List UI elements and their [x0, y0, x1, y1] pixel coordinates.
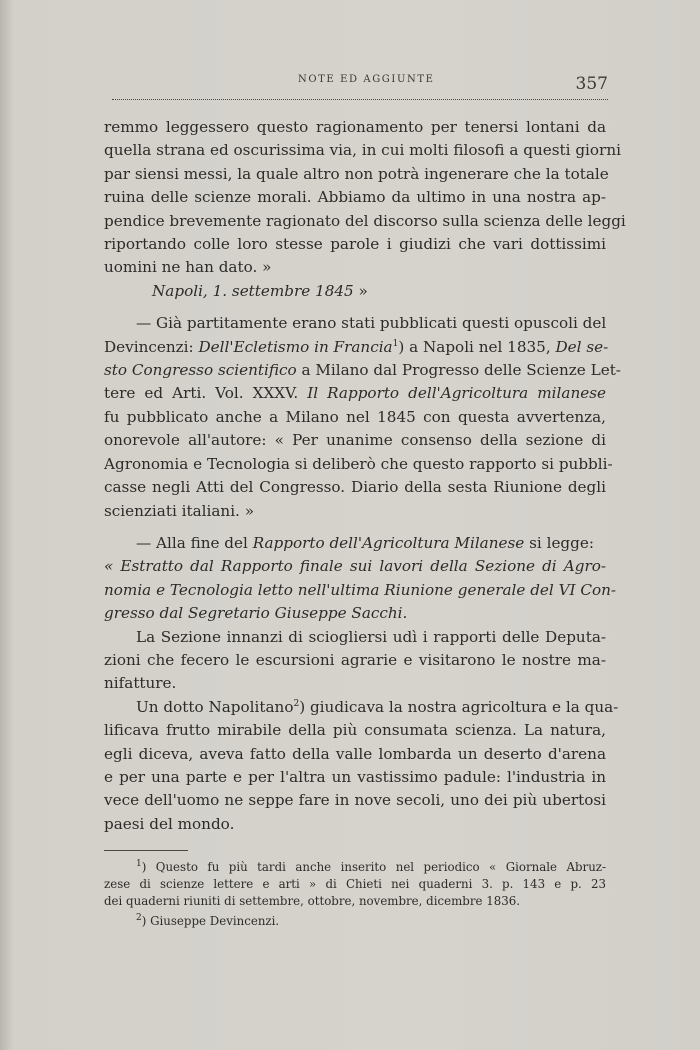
place-date: Napoli, 1. settembre 1845	[152, 281, 354, 300]
footnote-2	[104, 913, 606, 930]
text-line	[104, 359, 621, 382]
footnote-ref-1: 1	[392, 338, 399, 349]
text-run: Un dotto Napolitano	[136, 697, 294, 716]
text-run: ) Giuseppe Devincenzi.	[141, 914, 280, 929]
text-line: fu pubblicato anche a Milano nel 1845 con questa avvertenza,	[104, 407, 606, 426]
text-line	[104, 382, 606, 405]
text-line: egli diceva, aveva fatto della valle lombarda un deserto d'arena	[104, 744, 606, 763]
text-run: Devincenzi:	[104, 337, 199, 356]
title-congresso-cont: sto Congresso scientifico	[104, 361, 297, 380]
text-line	[104, 696, 619, 719]
text-line: riportando colle loro stesse parole i giudizi che vari dottissimi	[104, 235, 606, 254]
text-line: La Sezione innanzi di sciogliersi udì i rapporti delle Deputa-	[136, 627, 606, 646]
text-line: vece dell'uomo ne seppe fare in nove secoli, uno dei più ubertosi	[104, 791, 606, 810]
text-line	[104, 336, 609, 359]
text-line: — Già partitamente erano stati pubblicati questi opuscoli del	[136, 314, 607, 333]
title-rapporto-milanese: Rapporto dell'Agricoltura Milanese	[252, 533, 525, 552]
running-head: NOTE ED AGGIUNTE	[298, 74, 435, 85]
paragraph-opuscoli	[104, 312, 621, 523]
page-header	[112, 70, 608, 100]
paragraph-rapporto	[104, 532, 617, 626]
title-congresso: Del se-	[555, 337, 609, 356]
text-run: si legge:	[524, 533, 594, 552]
text-line: uomini ne han dato. »	[104, 258, 272, 277]
text-line: Agronomia e Tecnologia si deliberò che questo rapporto si pubbli-	[104, 454, 613, 473]
text-line: ruina delle scienze morali. Abbiamo da ultimo in una nostra ap-	[104, 188, 606, 207]
text-line: lificava frutto mirabile della più consumata scienza. La natura,	[104, 721, 606, 740]
text-run: tere ed Arti. Vol. XXXV.	[104, 384, 308, 403]
footnote-rule	[104, 850, 188, 851]
text-line: scienziati italiani. »	[104, 501, 254, 520]
paragraph-napolitano	[104, 696, 619, 836]
quote-line: gresso dal Segretario Giuseppe Sacchi.	[104, 604, 408, 623]
footnote-line: dei quaderni riuniti di settembre, ottobre, novembre, dicembre 1836.	[104, 894, 520, 909]
text-run: — Alla fine del	[136, 533, 253, 552]
text-run: ) a Napoli nel 1835,	[398, 337, 556, 356]
footnote-line: zese di scienze lettere e arti » di Chieti nei quaderni 3. p. 143 e p. 23	[104, 877, 606, 892]
text-line: pendice brevemente ragionato del discorso sulla scienza delle leggi	[104, 211, 626, 230]
text-run: ) giudicava la nostra agricoltura e la qua-	[299, 697, 619, 716]
text-line	[104, 532, 606, 555]
text-line: remmo leggessero questo ragionamento per tenersi lontani da	[104, 118, 606, 136]
text-line: zioni che fecero le escursioni agrarie e visitarono le nostre ma-	[104, 650, 606, 669]
text-line: paesi del mondo.	[104, 814, 235, 833]
header-rule	[112, 99, 608, 100]
text-line: quella strana ed oscurissima via, in cui molti filosofi a questi giorni	[104, 141, 621, 160]
text-line: e per una parte e per l'altra un vastissimo padule: l'industria in	[104, 767, 606, 786]
page-number: 357	[575, 74, 608, 94]
text-line: onorevole all'autore: « Per unanime consenso della sezione di	[104, 431, 606, 450]
paragraph-sezione	[104, 626, 606, 696]
paragraph-continued-quote	[104, 116, 626, 303]
text-run: ) Questo fu più tardi anche inserito nel periodico « Giornale Abruz-	[141, 860, 606, 875]
title-ecletismo: Dell'Ecletismo in Francia	[198, 337, 393, 356]
text-line: par siensi messi, la quale altro non potrà ingenerare che la totale	[104, 164, 609, 183]
text-run: a Milano dal Progresso delle Scienze Let-	[296, 361, 621, 380]
footnote-mark-1: 1	[136, 859, 142, 870]
page-body	[104, 116, 626, 930]
title-rapporto: Il Rapporto dell'Agricoltura milanese	[307, 384, 606, 403]
text-line: casse negli Atti del Congresso. Diario della sesta Riunione degli	[104, 478, 606, 497]
quote-close: »	[353, 281, 368, 300]
footnote-1	[104, 859, 606, 876]
footnotes	[104, 859, 606, 930]
footnote-mark-2: 2	[136, 913, 142, 924]
quote-line: « Estratto dal Rapporto finale sui lavori della Sezione di Agro-	[104, 557, 606, 576]
quote-line: nomia e Tecnologia letto nell'ultima Riunione generale del VI Con-	[104, 580, 617, 599]
text-line: nifatture.	[104, 674, 177, 693]
signature-line	[104, 280, 606, 303]
footnote-ref-2: 2	[293, 698, 300, 709]
